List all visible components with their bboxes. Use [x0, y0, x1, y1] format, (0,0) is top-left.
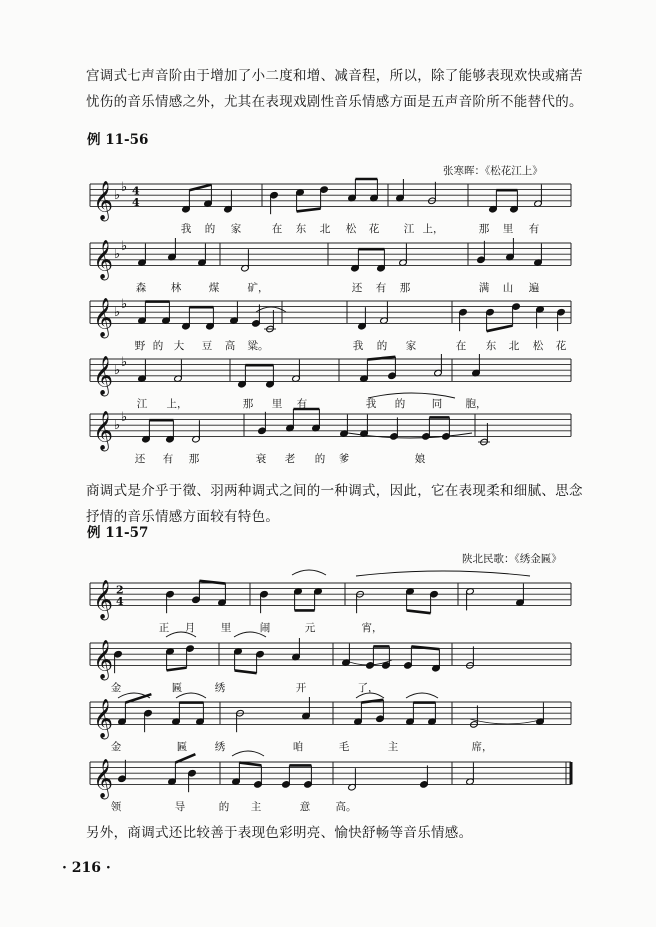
lyric-syllable: 满 [478, 282, 490, 294]
lyric-syllable: 北 [319, 223, 331, 235]
flat-sign-icon: ♭ [121, 354, 128, 370]
lyric-syllable: 领 [110, 801, 122, 813]
treble-clef-icon: 𝄞 [93, 180, 114, 221]
lyric-syllable: 老 [284, 453, 296, 465]
lyric-syllable: 元 [304, 622, 316, 634]
staff [90, 758, 571, 799]
example-label-11-56: 例 11-56 [87, 132, 149, 148]
treble-clef-icon: 𝄞 [93, 410, 114, 451]
lyric-syllable: 高。 [335, 801, 357, 813]
lyric-syllable: 了， [357, 682, 379, 694]
lyric-syllable: 闹 [259, 622, 271, 634]
lyric-syllable: 的 [394, 398, 406, 410]
lyric-syllable: 松 [532, 340, 544, 352]
lyric-syllable: 绣 [214, 682, 226, 694]
flat-sign-icon: ♭ [121, 296, 128, 312]
lyric-syllable: 花 [368, 223, 380, 235]
lyric-syllable: 豆 [201, 340, 213, 352]
treble-clef-icon: 𝄞 [93, 297, 114, 338]
lyric-syllable: 匾 [171, 682, 183, 694]
lyric-syllable: 森 [135, 282, 147, 294]
treble-clef-icon: 𝄞 [93, 239, 114, 280]
lyric-syllable: 家 [230, 223, 242, 235]
lyric-syllable: 席， [471, 741, 493, 753]
lyric-syllable: 那 [478, 223, 490, 235]
lyric-syllable: 娘 [414, 453, 426, 465]
lyric-syllable: 粱。 [247, 340, 269, 352]
paragraph-shang-mode: 商调式是介乎于徵、羽两种调式之间的一种调式，因此，它在表现柔和细腻、思念抒情的音乐情感方面较有特色。 [86, 483, 583, 525]
lyric-syllable: 北 [508, 340, 520, 352]
lyric-syllable: 花 [555, 340, 567, 352]
lyric-syllable: 上， [166, 398, 188, 410]
treble-clef-icon: 𝄞 [93, 355, 114, 396]
lyric-syllable: 江 [136, 398, 148, 410]
note-beam [297, 209, 321, 212]
lyric-syllable: 月 [184, 622, 196, 634]
lyric-syllable: 在 [455, 340, 467, 352]
flat-sign-icon: ♭ [114, 363, 121, 379]
slur-tie [470, 719, 544, 724]
flat-sign-icon: ♭ [114, 418, 121, 434]
lyric-syllable: 那 [188, 453, 200, 465]
lyric-syllable: 矿， [247, 282, 269, 294]
lyric-syllable: 里 [271, 398, 283, 410]
lyric-syllable: 的 [218, 801, 230, 813]
lyric-syllable: 咱 [292, 741, 304, 753]
lyric-syllable: 的 [152, 340, 164, 352]
lyric-syllable: 金 [110, 741, 122, 753]
note-beam [239, 763, 261, 766]
lyric-syllable: 大 [173, 340, 185, 352]
lyric-syllable: 那 [399, 282, 411, 294]
note-beam [167, 668, 187, 671]
lyric-syllable: 我 [352, 340, 364, 352]
lyric-syllable: 有 [296, 398, 308, 410]
slur-tie [232, 751, 264, 756]
attribution-songhuajiang: 张寒晖：《松花江上》 [443, 165, 543, 177]
flat-sign-icon: ♭ [121, 238, 128, 254]
lyric-syllable: 同 [431, 398, 443, 410]
staff [90, 239, 571, 281]
flat-sign-icon: ♭ [114, 305, 121, 321]
staff [90, 579, 571, 620]
flat-sign-icon: ♭ [121, 409, 128, 425]
lyric-syllable: 主 [387, 741, 399, 753]
lyric-syllable: 东 [485, 340, 497, 352]
time-signature-top: 2 [116, 583, 124, 597]
lyric-syllable: 主 [250, 801, 262, 813]
lyric-syllable: 里 [502, 223, 514, 235]
staff [90, 698, 571, 739]
note-beam [407, 610, 431, 613]
lyric-syllable: 意 [299, 801, 311, 813]
lyric-syllable: 山 [502, 282, 514, 294]
lyric-syllable: 我 [180, 223, 192, 235]
flat-sign-icon: ♭ [114, 247, 121, 263]
lyric-syllable: 那 [242, 398, 254, 410]
lyric-syllable: 我 [365, 398, 377, 410]
lyric-syllable: 还 [134, 453, 146, 465]
lyric-syllable: 导 [174, 801, 186, 813]
slur-tie [406, 693, 438, 698]
lyric-syllable: 的 [204, 223, 216, 235]
paragraph-shang-color: 另外，商调式还比较善于表现色彩明亮、愉快舒畅等音乐情感。 [86, 825, 473, 841]
lyric-syllable: 衰 [255, 453, 267, 465]
lyric-syllable: 遍 [528, 282, 540, 294]
staff [90, 639, 571, 680]
example-label-11-57: 例 11-57 [87, 525, 149, 541]
lyric-syllable: 有 [162, 453, 174, 465]
time-signature-top: 4 [132, 184, 140, 198]
paragraph-heptatonic-gong: 宫调式七声音阶由于增加了小二度和增、减音程，所以，除了能够表现欢快或痛苦忧伤的音乐情感之外，尤其在表现戏剧性音乐情感方面是五声音阶所不能替代的。 [86, 68, 583, 110]
note-beam [487, 326, 513, 332]
lyric-syllable: 毛 [338, 741, 350, 753]
lyric-syllable: 匾 [176, 741, 188, 753]
lyric-syllable: 野 [134, 340, 146, 352]
treble-clef-icon: 𝄞 [93, 758, 114, 799]
lyric-syllable: 绣 [214, 741, 226, 753]
page-number: · 216 · [62, 860, 111, 876]
slur-tie [356, 571, 530, 576]
lyric-syllable: 松 [345, 223, 357, 235]
lyric-syllable: 的 [314, 453, 326, 465]
lyric-syllable: 江 [403, 223, 415, 235]
flat-sign-icon: ♭ [121, 179, 128, 195]
lyric-syllable: 东 [295, 223, 307, 235]
lyric-syllable: 有 [375, 282, 387, 294]
staff [90, 410, 571, 452]
lyric-syllable: 胞， [465, 398, 487, 410]
note-beam [235, 670, 257, 673]
lyric-syllable: 的 [376, 340, 388, 352]
flat-sign-icon: ♭ [114, 188, 121, 204]
lyric-syllable: 金 [110, 682, 122, 694]
lyric-syllable: 高 [224, 340, 236, 352]
lyric-syllable: 爹 [338, 453, 350, 465]
lyric-syllable: 在 [271, 223, 283, 235]
lyric-syllable: 林 [170, 282, 182, 294]
staff [90, 355, 571, 397]
staff [90, 180, 571, 222]
note-beam [175, 754, 195, 762]
treble-clef-icon: 𝄞 [93, 698, 114, 739]
treble-clef-icon: 𝄞 [93, 579, 114, 620]
lyric-syllable: 还 [351, 282, 363, 294]
staff [90, 297, 571, 339]
attribution-xiujinbian: 陕北民歌：《绣金匾》 [462, 553, 562, 565]
lyric-syllable: 家 [405, 340, 417, 352]
lyric-syllable: 有 [528, 223, 540, 235]
lyric-syllable: 正 [158, 622, 170, 634]
lyric-syllable: 宵， [361, 622, 383, 634]
note-beam [125, 694, 151, 702]
slur-tie [292, 570, 326, 575]
lyric-syllable: 煤 [208, 282, 220, 294]
lyric-syllable: 上， [422, 223, 444, 235]
lyric-syllable: 开 [295, 682, 307, 694]
time-signature-bottom: 4 [132, 195, 140, 209]
lyric-syllable: 里 [220, 622, 232, 634]
treble-clef-icon: 𝄞 [93, 639, 114, 680]
time-signature-bottom: 4 [116, 594, 124, 608]
